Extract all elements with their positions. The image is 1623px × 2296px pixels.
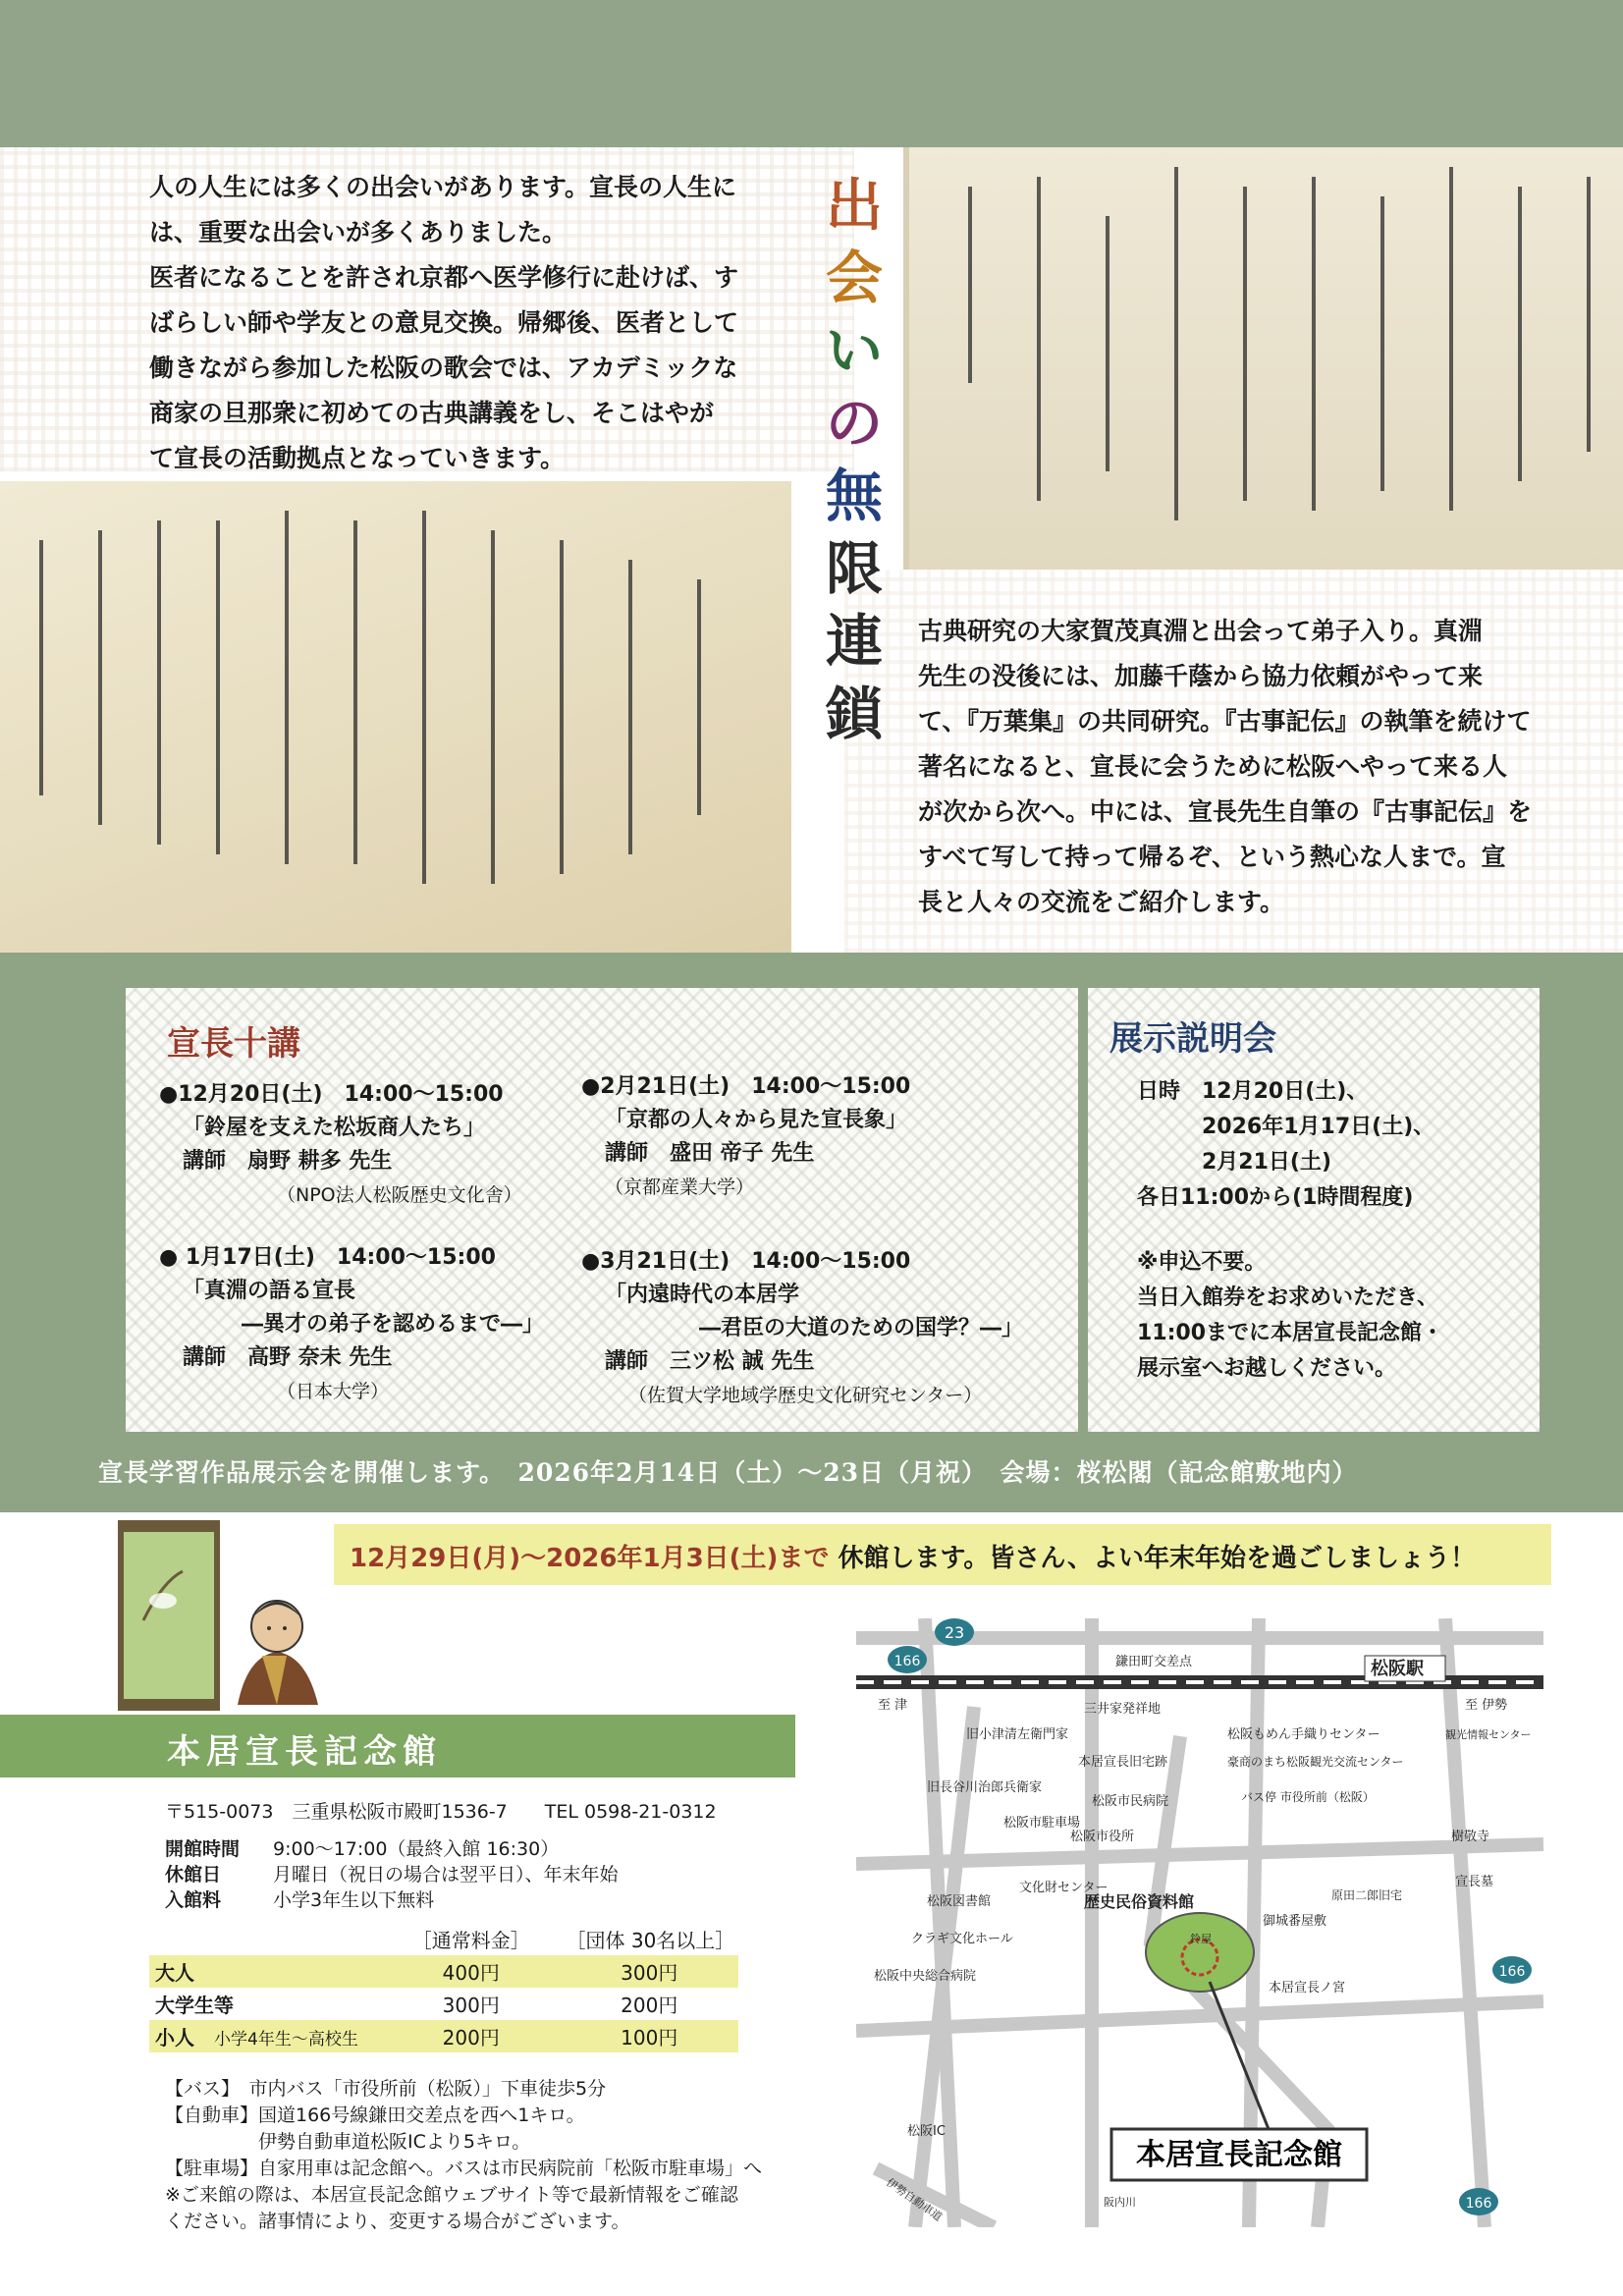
- access-line: 【バス】 市内バス「市役所前（松阪）」下車徒歩5分: [165, 2078, 607, 2100]
- map-label: 鈴屋: [1190, 1933, 1212, 1945]
- map-label: 松阪IC: [907, 2124, 946, 2139]
- lecture-affiliation: （京都産業大学）: [605, 1176, 755, 1198]
- map-label: 松阪中央総合病院: [874, 1969, 977, 1984]
- closure-dates: 12月29日(月)～2026年1月3日(土)まで: [350, 1544, 830, 1573]
- vertical-title: [820, 169, 889, 750]
- top-band: [0, 0, 1623, 147]
- lecture-topic: 「鈴屋を支えた松坂商人たち」: [183, 1116, 486, 1140]
- route-166-marker: [888, 1646, 927, 1673]
- access-line: ください。諸事情により、変更する場合がございます。: [165, 2211, 630, 2232]
- map-label: 松阪市役所: [1070, 1830, 1135, 1844]
- closed-value: 月曜日（祝日の場合は翌平日）、年末年始: [273, 1864, 619, 1886]
- map-label: 松阪もめん手織りセンター: [1227, 1727, 1380, 1742]
- title-char: の: [825, 390, 883, 457]
- access-info: [165, 2076, 762, 2235]
- explanation-line: 当日入館券をお求めいただき、: [1137, 1285, 1439, 1310]
- description-line: すべて写して持って帰るぞ、という熱心な人まで。宣: [918, 843, 1506, 871]
- route-166-marker: [1459, 2188, 1498, 2215]
- map-label: 阪内川: [1104, 2196, 1136, 2209]
- fee-group: 100円: [561, 2020, 739, 2052]
- map-label: 松阪図書館: [927, 1894, 992, 1909]
- fee-label: 入館料: [165, 1889, 222, 1911]
- route-number: 166: [893, 1654, 921, 1669]
- lecture-date: ●12月20日(土) 14:00～15:00: [159, 1082, 504, 1107]
- map-label: 歴史民俗資料館: [1084, 1892, 1195, 1911]
- lecture-topic: 「真淵の語る宣長: [183, 1279, 356, 1303]
- museum-name: 本居宣長記念館: [167, 1732, 442, 1772]
- fee-note: 小学3年生以下無料: [273, 1889, 435, 1911]
- lecture-affiliation: （NPO法人松阪歴史文化舎）: [277, 1184, 522, 1206]
- museum-address: 〒515-0073 三重県松阪市殿町1536-7 TEL 0598-21-0312: [165, 1801, 717, 1823]
- intro-line: ばらしい師や学友との意見交換。帰郷後、医者として: [149, 308, 739, 337]
- map-label: 旧長谷川治郎兵衛家: [927, 1780, 1043, 1795]
- title-char: 鎖: [825, 681, 883, 747]
- lecture-affiliation: （佐賀大学地域学歴史文化研究センター）: [628, 1385, 983, 1406]
- fee-regular: 200円: [382, 2020, 561, 2052]
- explanation-body: [1137, 1074, 1530, 1387]
- route-166-marker: [1492, 1956, 1532, 1984]
- explanation-line: [1137, 1216, 1530, 1245]
- lecture-topic: 「内遠時代の本居学: [605, 1283, 800, 1307]
- fee-row: [149, 1988, 738, 2020]
- lecture-lecturer: 講師 三ツ松 誠 先生: [605, 1349, 815, 1374]
- map-label: 松阪市民病院: [1092, 1794, 1169, 1809]
- title-char: 会: [825, 245, 883, 311]
- fee-group: 300円: [561, 1955, 739, 1988]
- fee-regular: 300円: [442, 1994, 500, 2017]
- fee-header: ［団体 30名以上］: [566, 1929, 735, 1952]
- calligraphy-scroll-photo: [903, 147, 1623, 570]
- access-line: 伊勢自動車道松阪ICより5キロ。: [165, 2131, 531, 2153]
- title-char: い: [825, 317, 883, 384]
- intro-line: 働きながら参加した松阪の歌会では、アカデミックな: [149, 354, 738, 382]
- lecture-lecturer: 講師 高野 奈未 先生: [183, 1345, 393, 1370]
- route-23-marker: [935, 1618, 974, 1646]
- fee-category: 大学生等: [155, 1994, 234, 2017]
- route-number: 166: [1498, 1964, 1526, 1980]
- lecture-date: ●2月21日(土) 14:00～15:00: [581, 1074, 911, 1099]
- closed-label: 休館日: [165, 1864, 222, 1886]
- lecture-topic-sub: ―君臣の大道のための国学？―」: [699, 1316, 1024, 1340]
- route-number: 166: [1465, 2196, 1492, 2212]
- access-line: 【駐車場】自家用車は記念館へ。バスは市民病院前「松阪市駐車場」へ: [165, 2158, 763, 2179]
- map-label: 至 津: [878, 1698, 908, 1713]
- fee-table: [149, 1923, 738, 2052]
- intro-line: 商家の旦那衆に初めての古典講義をし、そこはやが: [149, 399, 715, 427]
- map-label: 至 伊勢: [1465, 1698, 1508, 1713]
- map-label: 豪商のまち松阪観光交流センター: [1227, 1755, 1404, 1769]
- map-label: バス停 市役所前（松阪）: [1241, 1790, 1375, 1804]
- map-callout: 本居宣長記念館: [1136, 2138, 1342, 2172]
- explanation-line: ※申込不要。: [1137, 1250, 1267, 1275]
- access-map: [856, 1618, 1543, 2227]
- map-label: 本居宣長旧宅跡: [1078, 1755, 1168, 1770]
- lecture-date: ●3月21日(土) 14:00～15:00: [581, 1249, 911, 1274]
- map-label: 松阪市駐車場: [1003, 1816, 1081, 1831]
- fee-group: 200円: [621, 1994, 678, 2017]
- fee-row: [149, 2020, 738, 2052]
- map-label: 伊勢自動車道: [884, 2175, 945, 2224]
- access-line: 【自動車】国道166号線鎌田交差点を西へ1キロ。: [165, 2105, 585, 2126]
- explanation-title: 展示説明会: [1109, 1019, 1276, 1059]
- hanging-scroll-icon: [118, 1520, 220, 1711]
- explanation-line: 2026年1月17日(土)、: [1137, 1115, 1435, 1139]
- title-char: 連: [825, 608, 883, 675]
- hours-label: 開館時間: [165, 1838, 241, 1860]
- map-label: 文化財センター: [1019, 1881, 1109, 1895]
- intro-line: て宣長の活動拠点となっていきます。: [149, 444, 566, 472]
- lecture-item: [159, 1078, 522, 1212]
- description-line: 長と人々の交流をご紹介します。: [918, 888, 1285, 916]
- map-label: 鎌田町交差点: [1115, 1655, 1193, 1669]
- map-label: 本居宣長ノ宮: [1269, 1981, 1346, 1995]
- title-char: 無: [825, 463, 883, 529]
- lecture-item: [159, 1241, 544, 1408]
- title-char: 出: [825, 172, 883, 239]
- fee-regular: 400円: [382, 1955, 561, 1988]
- title-char: 限: [825, 535, 883, 602]
- map-label: クラギ文化ホール: [911, 1932, 1013, 1946]
- exhibit-banner: 宣長学習作品展示会を開催します。 2026年2月14日（土）～23日（月祝） 会場：桜松閣（記念館敷地内）: [98, 1458, 1358, 1487]
- map-label: 宣長墓: [1455, 1875, 1494, 1889]
- lecture-affiliation: （日本大学）: [277, 1381, 390, 1402]
- calligraphy-book-photo: [0, 481, 791, 953]
- route-number: 23: [944, 1623, 965, 1642]
- lecture-item: [581, 1070, 910, 1204]
- closure-notice: [350, 1538, 1476, 1574]
- lecture-topic: 「京都の人々から見た宣長象」: [605, 1108, 908, 1132]
- description-line: 先生の没後には、加藤千蔭から協力依頼がやって来: [918, 662, 1484, 690]
- map-label: 旧小津清左衛門家: [966, 1727, 1069, 1742]
- fee-row: [149, 1955, 738, 1988]
- map-label: 三井家発祥地: [1084, 1702, 1162, 1717]
- fee-category-note: 小学4年生～高校生: [214, 2030, 358, 2050]
- map-label: 観光情報センター: [1445, 1728, 1532, 1741]
- map-label: 御城番屋敷: [1263, 1914, 1327, 1929]
- description-line: 著名になると、宣長に会うために松阪へやって来る人: [918, 752, 1508, 781]
- lecture-topic-sub: ―異才の弟子を認めるまで―」: [242, 1312, 545, 1337]
- museum-grounds: [1146, 1913, 1254, 1992]
- lecture-item: [581, 1245, 1023, 1412]
- description-line: て、『万葉集』の共同研究。『古事記伝』の執筆を続けて: [918, 707, 1532, 736]
- map-label: 樹敬寺: [1451, 1830, 1490, 1844]
- map-label-station: 松阪駅: [1371, 1659, 1424, 1679]
- description-paragraph: [918, 609, 1576, 925]
- explanation-line: 11:00までに本居宣長記念館・: [1137, 1321, 1444, 1345]
- fee-header: ［通常料金］: [411, 1929, 530, 1952]
- explanation-line: 展示室へお越しください。: [1137, 1356, 1397, 1381]
- description-line: が次から次へ。中には、宣長先生自筆の『古事記伝』を: [918, 797, 1533, 826]
- museum-fee-note: [165, 1886, 434, 1915]
- explanation-line: 2月21日(土): [1137, 1150, 1332, 1175]
- description-line: 古典研究の大家賀茂真淵と出会って弟子入り。真淵: [918, 617, 1484, 645]
- fee-category: 大人: [155, 1961, 194, 1985]
- explanation-line: 日時 12月20日(土)、: [1137, 1079, 1369, 1104]
- lecture-lecturer: 講師 盛田 帝子 先生: [605, 1141, 815, 1166]
- intro-paragraph: [149, 165, 797, 481]
- lectures-title: 宣長十講: [167, 1024, 300, 1064]
- fee-category: 小人: [155, 2026, 194, 2050]
- intro-line: 医者になることを許され京都へ医学修行に赴けば、す: [149, 263, 739, 292]
- intro-line: 人の人生には多くの出会いがあります。宣長の人生に: [149, 173, 737, 201]
- map-label: 原田二郎旧宅: [1331, 1888, 1403, 1902]
- lecture-date: ● 1月17日(土) 14:00～15:00: [159, 1245, 496, 1270]
- fee-header-row: [149, 1923, 738, 1955]
- access-line: ※ご来館の際は、本居宣長記念館ウェブサイト等で最新情報をご確認: [165, 2184, 738, 2206]
- norinaga-character-icon: [228, 1587, 326, 1709]
- lecture-lecturer: 講師 扇野 耕多 先生: [183, 1149, 393, 1174]
- hours-value: 9:00～17:00（最終入館 16:30）: [273, 1838, 560, 1860]
- explanation-line: 各日11:00から(1時間程度): [1137, 1185, 1414, 1210]
- closure-message: 休館します。皆さん、よい年末年始を過ごしましょう！: [829, 1544, 1476, 1573]
- intro-line: は、重要な出会いが多くありました。: [149, 218, 568, 246]
